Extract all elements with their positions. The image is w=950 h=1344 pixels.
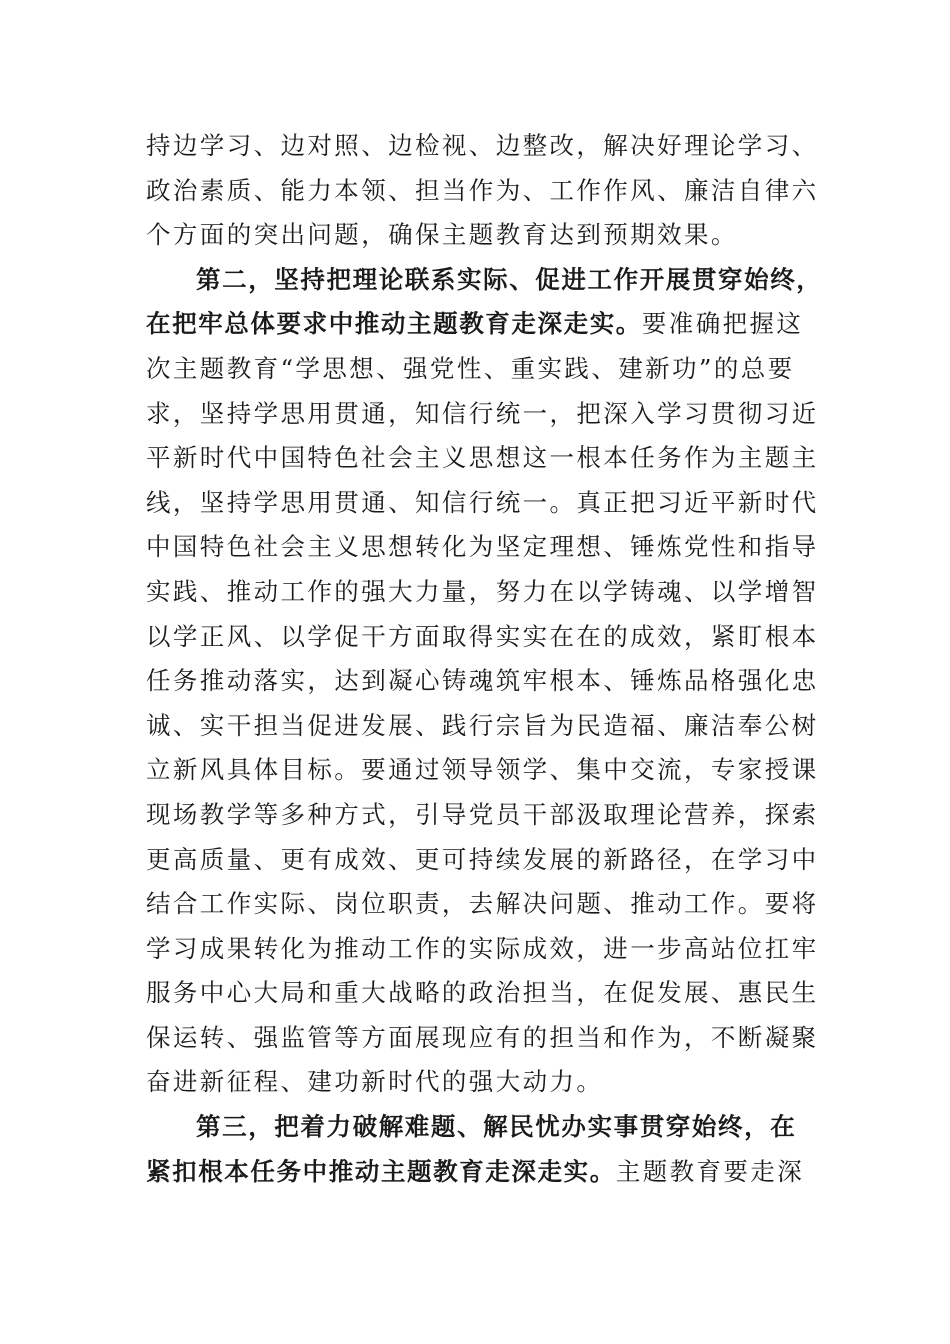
paragraph-1-line-3 xyxy=(146,213,806,258)
paragraph-2-line-8 xyxy=(146,570,819,615)
paragraph-2-line-9 xyxy=(146,615,819,660)
paragraph-1-line-1 xyxy=(146,124,819,169)
body-text: 主题教育要走深 xyxy=(615,1156,805,1186)
body-text: 现场教学等多种方式，引导党员干部汲取理论营养，探索 xyxy=(146,799,819,829)
body-text: 中国特色社会主义思想转化为坚定理想、锤炼党性和指导 xyxy=(146,532,819,562)
paragraph-2-line-19 xyxy=(146,1060,806,1105)
paragraph-2-line-10 xyxy=(146,659,819,704)
body-text: 求，坚持学思用贯通，知信行统一，把深入学习贯彻习近 xyxy=(146,398,819,428)
paragraph-3-line-2 xyxy=(146,1150,806,1195)
body-text: 平新时代中国特色社会主义思想这一根本任务作为主题主 xyxy=(146,443,819,473)
paragraph-2-line-6 xyxy=(146,481,819,526)
body-text: 保运转、强监管等方面展现应有的担当和作为，不断凝聚 xyxy=(146,1022,819,1052)
body-text: 诚、实干担当促进发展、践行宗旨为民造福、廉洁奉公树 xyxy=(146,710,819,740)
body-text: 服务中心大局和重大战略的政治担当，在促发展、惠民生 xyxy=(146,978,819,1008)
paragraph-2-line-1 xyxy=(146,258,823,303)
paragraph-2-line-7 xyxy=(146,525,819,570)
body-text: 以学正风、以学促干方面取得实实在在的成效，紧盯根本 xyxy=(146,621,819,651)
paragraph-1-line-2 xyxy=(146,169,819,214)
section-heading-text: 紧扣根本任务中推动主题教育走深走实。 xyxy=(146,1156,616,1186)
paragraph-2-line-2 xyxy=(146,302,806,347)
paragraph-2-line-15 xyxy=(146,882,819,927)
paragraph-2-line-4 xyxy=(146,392,819,437)
paragraph-2-line-13 xyxy=(146,793,819,838)
body-text: 立新风具体目标。要通过领导领学、集中交流，专家授课 xyxy=(146,755,819,785)
paragraph-2-line-14 xyxy=(146,838,819,883)
body-text: 结合工作实际、岗位职责，去解决问题、推动工作。要将 xyxy=(146,889,819,919)
paragraph-2-line-3 xyxy=(146,347,806,392)
body-text: 更高质量、更有成效、更可持续发展的新路径，在学习中 xyxy=(146,844,819,874)
paragraph-3-line-1 xyxy=(146,1105,806,1150)
section-heading-text: 第二，坚持把理论联系实际、促进工作开展贯穿始终， xyxy=(196,264,823,294)
paragraph-2-line-5 xyxy=(146,436,819,481)
body-text: 次主题教育“学思想、强党性、重实践、建新功”的总要 xyxy=(146,353,795,383)
paragraph-2-line-12 xyxy=(146,748,819,793)
body-text: 线，坚持学思用贯通、知信行统一。真正把习近平新时代 xyxy=(146,487,819,517)
body-text: 实践、推动工作的强大力量，努力在以学铸魂、以学增智 xyxy=(146,576,819,606)
body-text: 政治素质、能力本领、担当作为、工作作风、廉洁自律六 xyxy=(146,175,819,205)
body-text: 学习成果转化为推动工作的实际成效，进一步高站位扛牢 xyxy=(146,933,819,963)
paragraph-2-line-16 xyxy=(146,927,819,972)
section-heading-text: 第三，把着力破解难题、解民忧办实事贯穿始终，在 xyxy=(196,1112,797,1142)
document-page xyxy=(146,124,823,1194)
paragraph-2-line-18 xyxy=(146,1016,819,1061)
paragraph-2-line-11 xyxy=(146,704,819,749)
paragraph-2-line-17 xyxy=(146,971,819,1016)
body-text: 任务推动落实，达到凝心铸魂筑牢根本、锤炼品格强化忠 xyxy=(146,666,819,696)
body-text: 持边学习、边对照、边检视、边整改，解决好理论学习、 xyxy=(146,131,819,160)
body-text: 奋进新征程、建功新时代的强大动力。 xyxy=(146,1067,604,1097)
section-heading-text: 在把牢总体要求中推动主题教育走深走实。 xyxy=(146,309,642,339)
body-text: 个方面的突出问题，确保主题教育达到预期效果。 xyxy=(146,220,738,250)
body-text: 要准确把握这 xyxy=(641,309,804,339)
